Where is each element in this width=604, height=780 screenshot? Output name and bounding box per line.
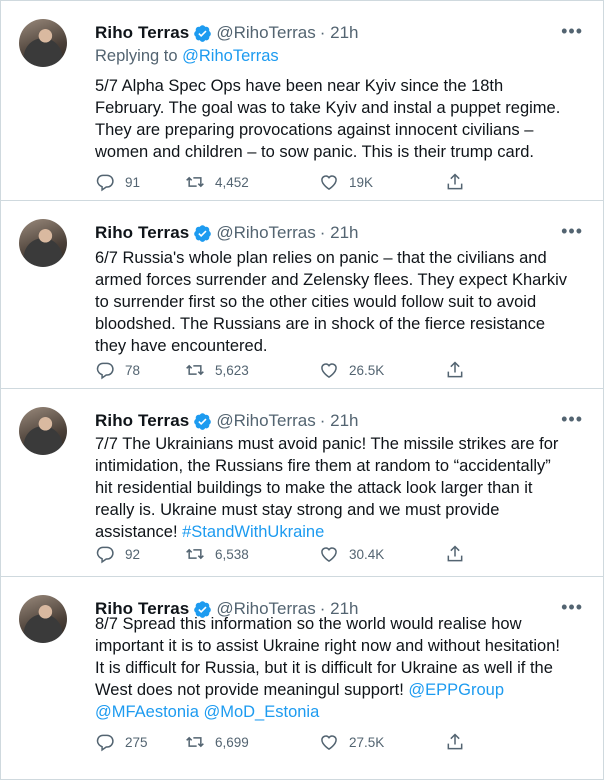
tweet-time[interactable]: · 21h bbox=[319, 23, 359, 42]
tweet-time[interactable]: · 21h bbox=[319, 411, 359, 430]
like-icon bbox=[319, 172, 339, 192]
like-icon bbox=[319, 732, 339, 752]
replying-to-mention[interactable]: @RihoTerras bbox=[182, 47, 279, 65]
tweet-line: February. The goal was to take Kyiv and instal a puppet regime. bbox=[95, 99, 561, 117]
tweet-8-of-7[interactable] bbox=[1, 577, 603, 780]
avatar[interactable] bbox=[19, 407, 67, 455]
share-button[interactable] bbox=[445, 732, 475, 752]
tweet-header bbox=[95, 409, 583, 433]
verified-badge-icon bbox=[193, 24, 212, 43]
tweet-actions bbox=[95, 543, 507, 565]
more-options-icon[interactable]: ••• bbox=[561, 409, 583, 429]
like-icon bbox=[319, 544, 339, 564]
reply-icon bbox=[95, 544, 115, 564]
share-icon bbox=[445, 544, 465, 564]
tweet-line: bloodshed. The Russians are in shock of the fierce resistance bbox=[95, 315, 546, 333]
tweet-line: to surrender first so the other cities would follow suit to avoid bbox=[95, 293, 537, 311]
reply-icon bbox=[95, 172, 115, 192]
mention-mfaestonia[interactable]: @MFAestonia bbox=[95, 703, 199, 721]
author-name[interactable]: Riho Terras bbox=[95, 411, 190, 430]
reply-icon bbox=[95, 360, 115, 380]
share-button[interactable] bbox=[445, 360, 475, 380]
avatar[interactable] bbox=[19, 19, 67, 67]
tweet-actions bbox=[95, 171, 507, 193]
reply-count: 78 bbox=[125, 362, 141, 378]
author-name[interactable]: Riho Terras bbox=[95, 23, 190, 42]
tweet-line: armed forces surrender and Zelensky flees. They expect Kharkiv bbox=[95, 271, 567, 289]
retweet-button[interactable] bbox=[185, 360, 311, 380]
retweet-button[interactable] bbox=[185, 732, 311, 752]
reply-icon bbox=[95, 732, 115, 752]
tweet-text bbox=[95, 613, 585, 723]
tweet-actions bbox=[95, 731, 507, 753]
share-icon bbox=[445, 360, 465, 380]
avatar[interactable] bbox=[19, 219, 67, 267]
share-icon bbox=[445, 732, 465, 752]
replying-to bbox=[95, 47, 279, 66]
retweet-count: 4,452 bbox=[215, 174, 249, 190]
reply-count: 92 bbox=[125, 546, 141, 562]
like-button[interactable] bbox=[319, 544, 445, 564]
like-icon bbox=[319, 360, 339, 380]
tweet-line: important it is to assist Ukraine right now and without hesitation! bbox=[95, 637, 560, 655]
tweet-actions bbox=[95, 359, 507, 381]
tweet-7-of-7[interactable] bbox=[1, 389, 603, 577]
like-button[interactable] bbox=[319, 360, 445, 380]
more-options-icon[interactable]: ••• bbox=[561, 21, 583, 41]
reply-count: 91 bbox=[125, 174, 141, 190]
author-name[interactable]: Riho Terras bbox=[95, 223, 190, 242]
tweet-text bbox=[95, 247, 585, 357]
tweet-line: 7/7 The Ukrainians must avoid panic! The missile strikes are for bbox=[95, 435, 559, 453]
reply-count: 275 bbox=[125, 734, 148, 750]
reply-button[interactable] bbox=[95, 360, 185, 380]
retweet-button[interactable] bbox=[185, 544, 311, 564]
reply-button[interactable] bbox=[95, 544, 185, 564]
tweet-line: 5/7 Alpha Spec Ops have been near Kyiv since the 18th bbox=[95, 77, 504, 95]
retweet-icon bbox=[185, 732, 205, 752]
tweet-6-of-7[interactable] bbox=[1, 201, 603, 389]
tweet-line bbox=[95, 679, 585, 701]
tweet-5-of-7[interactable] bbox=[1, 1, 603, 201]
tweet-line-text: assistance! bbox=[95, 523, 183, 541]
avatar[interactable] bbox=[19, 595, 67, 643]
author-name[interactable]: Riho Terras bbox=[95, 599, 190, 618]
tweet-line: They are preparing provocations against innocent civilians – bbox=[95, 121, 534, 139]
like-count: 26.5K bbox=[349, 362, 385, 378]
like-button[interactable] bbox=[319, 732, 445, 752]
author-handle[interactable]: @RihoTerras bbox=[216, 23, 316, 42]
like-button[interactable] bbox=[319, 172, 445, 192]
tweet-time[interactable]: · 21h bbox=[319, 599, 359, 618]
tweet-line: really is. Ukraine must stay strong and we must provide bbox=[95, 501, 500, 519]
tweet-time[interactable]: · 21h bbox=[319, 223, 359, 242]
reply-button[interactable] bbox=[95, 172, 185, 192]
verified-badge-icon bbox=[193, 412, 212, 431]
mention-eppgroup[interactable]: @EPPGroup bbox=[408, 681, 505, 699]
tweet-line: intimidation, the Russians fire them at random to “accidentally” bbox=[95, 457, 551, 475]
tweet-line: 8/7 Spread this information so the world would realise how bbox=[95, 615, 522, 633]
tweet-line: It is difficult for Russia, but it is difficult for Ukraine as well if the bbox=[95, 659, 553, 677]
retweet-count: 5,623 bbox=[215, 362, 249, 378]
tweet-line: women and children – to sow panic. This is their trump card. bbox=[95, 143, 534, 161]
retweet-count: 6,538 bbox=[215, 546, 249, 562]
tweet-line: 6/7 Russia's whole plan relies on panic – that the civilians and bbox=[95, 249, 547, 267]
tweet-text bbox=[95, 433, 585, 543]
tweet-header bbox=[95, 221, 583, 245]
tweet-text bbox=[95, 75, 585, 163]
share-button[interactable] bbox=[445, 544, 475, 564]
tweet-header bbox=[95, 21, 583, 45]
author-handle[interactable]: @RihoTerras bbox=[216, 599, 316, 618]
more-options-icon[interactable]: ••• bbox=[561, 597, 583, 617]
like-count: 27.5K bbox=[349, 734, 385, 750]
share-button[interactable] bbox=[445, 172, 475, 192]
hashtag-standwithukraine[interactable]: #StandWithUkraine bbox=[182, 523, 325, 541]
tweet-line bbox=[95, 701, 585, 723]
like-count: 30.4K bbox=[349, 546, 385, 562]
like-count: 19K bbox=[349, 174, 374, 190]
more-options-icon[interactable]: ••• bbox=[561, 221, 583, 241]
tweet-line: they have encountered. bbox=[95, 337, 268, 355]
tweet-line: hit residential buildings to make the attack look larger than it bbox=[95, 479, 533, 497]
retweet-icon bbox=[185, 544, 205, 564]
replying-prefix: Replying to bbox=[95, 47, 183, 65]
mention-mod-estonia[interactable]: @MoD_Estonia bbox=[203, 703, 320, 721]
tweet-line-text: West does not provide meaningul support! bbox=[95, 681, 409, 699]
author-handle[interactable]: @RihoTerras bbox=[216, 223, 316, 242]
retweet-icon bbox=[185, 172, 205, 192]
reply-button[interactable] bbox=[95, 732, 185, 752]
share-icon bbox=[445, 172, 465, 192]
retweet-count: 6,699 bbox=[215, 734, 249, 750]
tweet-line bbox=[95, 521, 585, 543]
verified-badge-icon bbox=[193, 224, 212, 243]
retweet-icon bbox=[185, 360, 205, 380]
author-handle[interactable]: @RihoTerras bbox=[216, 411, 316, 430]
retweet-button[interactable] bbox=[185, 172, 311, 192]
